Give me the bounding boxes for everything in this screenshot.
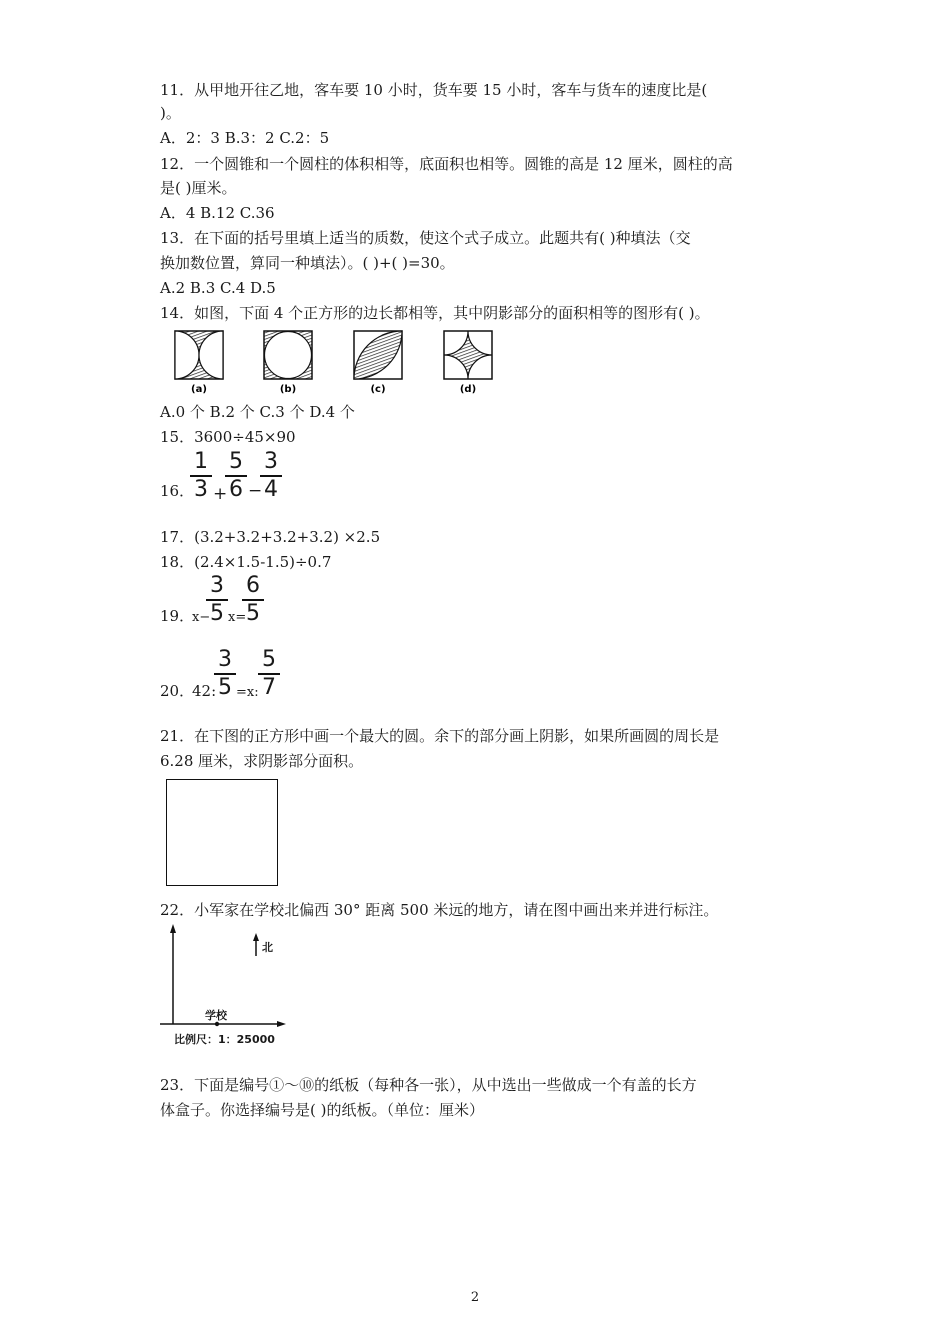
q20-frac1-denominator: 5 <box>218 675 232 700</box>
q22-north-label: 北 <box>262 941 273 954</box>
q12-line1: 12．一个圆锥和一个圆柱的体积相等，底面积也相等。圆锥的高是 12 厘米，圆柱的高 <box>160 155 733 173</box>
q22-scale-label: 比例尺：1：25000 <box>174 1033 275 1046</box>
q20-fraction-1 <box>214 648 236 700</box>
q14-options: A.0 个 B.2 个 C.3 个 D.4 个 <box>160 403 355 421</box>
q16-label: 16． <box>160 482 195 500</box>
q21-square <box>166 779 278 886</box>
q16-frac3-numerator: 3 <box>264 449 278 474</box>
q14-figure-b <box>263 330 315 396</box>
q20-fraction-2 <box>258 648 280 700</box>
q19-frac2-numerator: 6 <box>246 573 260 598</box>
q21-line2: 6.28 厘米，求阴影部分面积。 <box>160 752 364 770</box>
q19-label: 19． <box>160 607 195 625</box>
q16-fraction-1 <box>190 450 212 502</box>
q15-expression: 15．3600÷45×90 <box>160 428 296 446</box>
q20-frac1-numerator: 3 <box>218 647 232 672</box>
q14-label-d: (d) <box>459 384 477 395</box>
q16-frac1-numerator: 1 <box>194 449 208 474</box>
q13-line1: 13．在下面的括号里填上适当的质数，使这个式子成立。此题共有( )种填法（交 <box>160 229 691 247</box>
q19-frac1-denominator: 5 <box>210 601 224 626</box>
q16-frac2-numerator: 5 <box>229 449 243 474</box>
q12-line2: 是( )厘米。 <box>160 179 237 197</box>
q14-label-a: (a) <box>191 384 207 395</box>
q22-school-label: 学校 <box>205 1009 227 1022</box>
q19-prefix: x− <box>192 610 211 625</box>
q14-figure-d <box>443 330 495 396</box>
q20-frac2-denominator: 7 <box>262 675 276 700</box>
q16-frac2-denominator: 6 <box>229 477 243 502</box>
q20-frac2-numerator: 5 <box>262 647 276 672</box>
q11-line2: )。 <box>160 104 181 122</box>
q20-mid: =x: <box>236 685 259 700</box>
page-number: 2 <box>470 1290 480 1305</box>
q19-frac1-numerator: 3 <box>210 573 224 598</box>
q14-label-b: (b) <box>279 384 297 395</box>
q19-fraction-1 <box>206 574 228 626</box>
q13-options: A.2 B.3 C.4 D.5 <box>160 279 276 297</box>
q12-options: A．4 B.12 C.36 <box>160 204 275 222</box>
q14-figure-a <box>174 330 226 396</box>
q20-prefix: 42: <box>192 682 217 700</box>
q14-figure-c <box>353 330 405 396</box>
q14-line1: 14．如图，下面 4 个正方形的边长都相等，其中阴影部分的面积相等的图形有( )。 <box>160 304 710 322</box>
q16-fraction-3 <box>260 450 282 502</box>
q20-label: 20． <box>160 682 195 700</box>
q18-expression: 18．(2.4×1.5-1.5)÷0.7 <box>160 553 332 571</box>
q11-options: A．2：3 B.3：2 C.2：5 <box>160 129 330 147</box>
q23-line1: 23．下面是编号①～⑩的纸板（每种各一张），从中选出一些做成一个有盖的长方 <box>160 1076 697 1094</box>
q16-plus-sign: + <box>213 484 228 504</box>
q16-fraction-2 <box>225 450 247 502</box>
q13-line2: 换加数位置，算同一种填法）。( )+( )=30。 <box>160 254 455 272</box>
q17-expression: 17．(3.2+3.2+3.2+3.2) ×2.5 <box>160 528 381 546</box>
q16-frac3-denominator: 4 <box>264 477 278 502</box>
q19-frac2-denominator: 5 <box>246 601 260 626</box>
q21-line1: 21．在下图的正方形中画一个最大的圆。余下的部分画上阴影，如果所画圆的周长是 <box>160 727 720 745</box>
q14-label-c: (c) <box>370 384 386 395</box>
q23-line2: 体盒子。你选择编号是( )的纸板。（单位：厘米） <box>160 1101 484 1119</box>
q16-minus-sign: − <box>248 481 263 501</box>
q16-frac1-denominator: 3 <box>194 477 208 502</box>
q11-line1: 11．从甲地开往乙地，客车要 10 小时，货车要 15 小时，客车与货车的速度比是( <box>160 81 708 99</box>
q19-fraction-2 <box>242 574 264 626</box>
q22-line1: 22．小军家在学校北偏西 30° 距离 500 米远的地方，请在图中画出来并进行标注。 <box>160 901 719 919</box>
q19-mid: x= <box>228 610 247 625</box>
